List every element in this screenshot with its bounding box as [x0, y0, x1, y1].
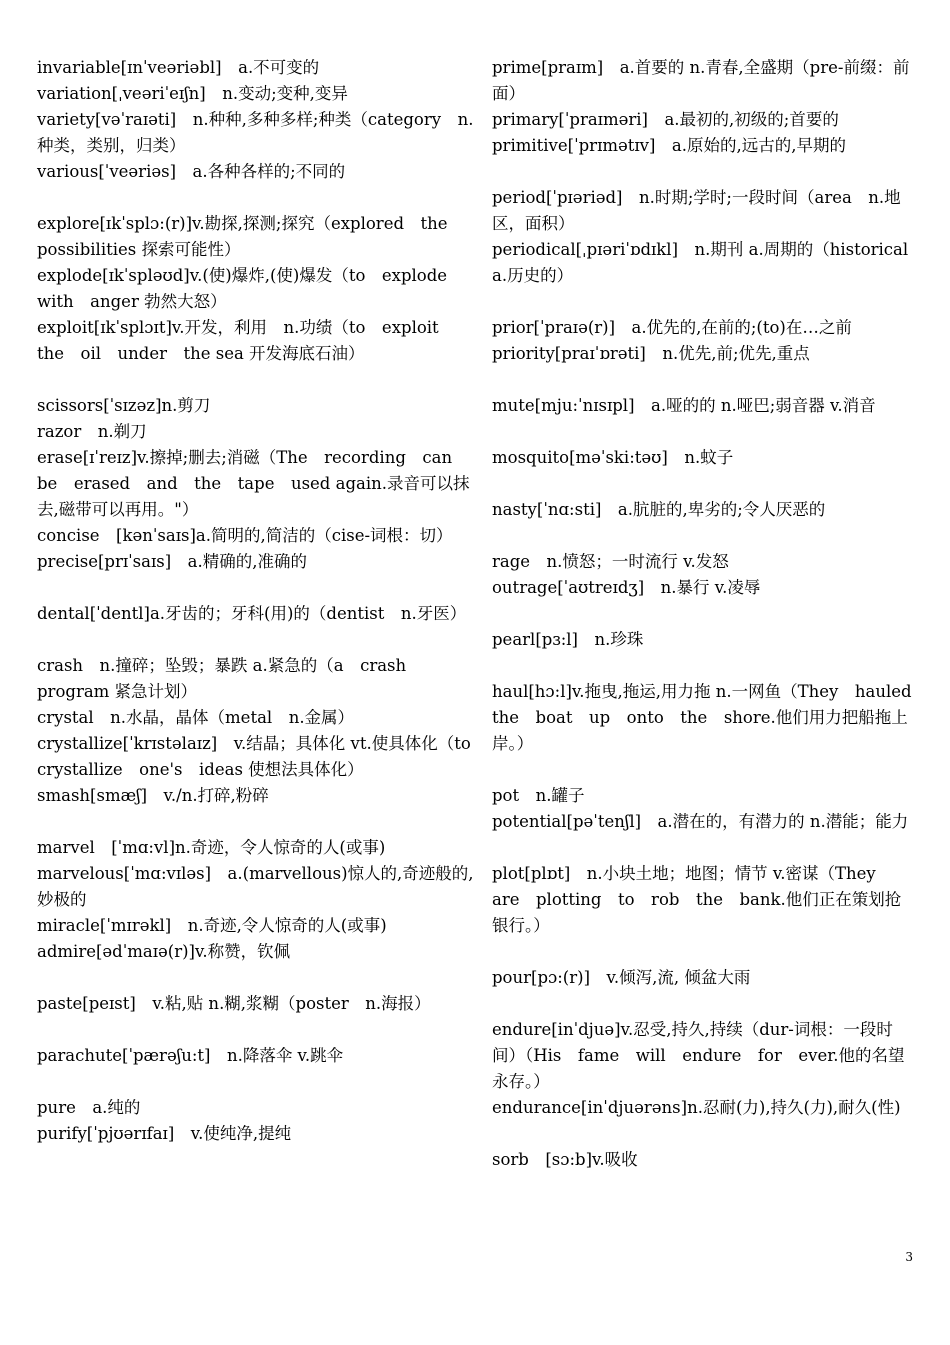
- entry-spacer: [492, 419, 912, 445]
- right-column: [492, 55, 929, 1173]
- vocabulary-entry: endurance[inˈdjuərəns]n.忍耐(力),持久(力),耐久(性): [492, 1098, 901, 1117]
- vocabulary-entry: crystallize[ˈkrɪstəlaɪz] v.结晶；具体化 vt.使具体化（to crystallize one's ideas 使想法具体化）: [37, 734, 488, 779]
- vocabulary-entry: period[ˈpɪəriəd] n.时期;学时;一段时间（area n.地区，面积）: [492, 188, 901, 233]
- vocabulary-entry: exploit[ɪkˈsplɔɪt]v.开发，利用 n.功绩（to exploit the oil under the sea 开发海底石油）: [37, 318, 456, 363]
- entry-spacer: [37, 1017, 477, 1043]
- entry-spacer: [37, 1069, 477, 1095]
- vocabulary-entry: crash n.撞碎；坠毁；暴跌 a.紧急的（a crash program 紧急计划）: [37, 656, 423, 701]
- vocabulary-entry: mute[mju:ˈnɪsɪpl] a.哑的的 n.哑巴;弱音器 v.消音: [492, 396, 876, 415]
- entry-spacer: [492, 653, 912, 679]
- vocabulary-entry: erase[ɪˈreɪz]v.擦掉;删去;消磁（The recording can be erased and the tape used again.录音可以抹去,磁带可以再用。"）: [37, 448, 470, 519]
- entry-spacer: [37, 809, 477, 835]
- entry-spacer: [492, 835, 912, 861]
- entry-spacer: [37, 965, 477, 991]
- vocabulary-entry: variety[vəˈraɪəti] n.种种,多种多样;种类（category n.种类，类别，归类）: [37, 110, 474, 155]
- vocabulary-entry: razor n.剃刀: [37, 422, 147, 441]
- entry-spacer: [492, 523, 912, 549]
- vocabulary-entry: mosquito[məˈski:təʊ] n.蚊子: [492, 448, 734, 467]
- entry-spacer: [492, 471, 912, 497]
- vocabulary-entry: nasty[ˈnɑ:sti] a.肮脏的,卑劣的;令人厌恶的: [492, 500, 826, 519]
- entry-spacer: [37, 575, 477, 601]
- vocabulary-entry: endure[inˈdjuə]v.忍受,持久,持续（dur-词根：一段时间）（His fame will endure for ever.他的名望永存。）: [492, 1020, 905, 1091]
- vocabulary-entry: potential[pəˈtenʃl] a.潜在的，有潜力的 n.潜能；能力: [492, 812, 909, 831]
- vocabulary-entry: concise [kənˈsaɪs]a.简明的,简洁的（cise-词根：切）: [37, 526, 453, 545]
- vocabulary-entry: primary[ˈpraɪməri] a.最初的,初级的;首要的: [492, 110, 839, 129]
- vocabulary-entry: invariable[ɪnˈveəriəbl] a.不可变的: [37, 58, 320, 77]
- entry-spacer: [492, 367, 912, 393]
- vocabulary-entry: scissors[ˈsɪzəz]n.剪刀: [37, 396, 211, 415]
- vocabulary-entry: precise[prɪˈsaɪs] a.精确的,准确的: [37, 552, 307, 571]
- entry-spacer: [492, 601, 912, 627]
- entry-spacer: [492, 289, 912, 315]
- vocabulary-entry: marvel [ˈmɑ:vl]n.奇迹，令人惊奇的人(或事): [37, 838, 386, 857]
- vocabulary-entry: priority[praɪˈɒrəti] n.优先,前;优先,重点: [492, 344, 810, 363]
- vocabulary-entry: pure a.纯的: [37, 1098, 141, 1117]
- vocabulary-entry: various[ˈveəriəs] a.各种各样的;不同的: [37, 162, 346, 181]
- vocabulary-entry: prime[praɪm] a.首要的 n.青春,全盛期（pre-前缀：前面）: [492, 58, 910, 103]
- entry-spacer: [492, 991, 912, 1017]
- vocabulary-entry: paste[peɪst] v.粘,贴 n.糊,浆糊（poster n.海报）: [37, 994, 431, 1013]
- vocabulary-entry: admire[ədˈmaɪə(r)]v.称赞，钦佩: [37, 942, 291, 961]
- entry-spacer: [37, 367, 477, 393]
- vocabulary-entry: periodical[ˌpɪəriˈɒdɪkl] n.期刊 a.周期的（historical a.历史的）: [492, 240, 925, 285]
- vocabulary-entry: crystal n.水晶，晶体（metal n.金属）: [37, 708, 355, 727]
- entry-spacer: [37, 185, 477, 211]
- entry-spacer: [492, 757, 912, 783]
- vocabulary-entry: explore[ɪkˈsplɔ:(r)]v.勘探,探测;探究（explored the possibilities 探索可能性）: [37, 214, 465, 259]
- vocabulary-entry: pearl[pɜ:l] n.珍珠: [492, 630, 644, 649]
- vocabulary-entry: parachute[ˈpærəʃu:t] n.降落伞 v.跳伞: [37, 1046, 344, 1065]
- vocabulary-entry: primitive[ˈprɪmətɪv] a.原始的,远古的,早期的: [492, 136, 846, 155]
- vocabulary-entry: plot[plɒt] n.小块土地；地图；情节 v.密谋（They are plotting to rob the bank.他们正在策划抢银行。）: [492, 864, 902, 935]
- left-column: [37, 55, 488, 1147]
- vocabulary-entry: haul[hɔ:l]v.拖曳,拖运,用力拖 n.一网鱼（They hauled the boat up onto the shore.他们用力把船拖上岸。）: [492, 682, 929, 753]
- vocabulary-entry: outrage[ˈaʊtreɪdʒ] n.暴行 v.凌辱: [492, 578, 761, 597]
- vocabulary-entry: variation[ˌveəriˈeɪʃn] n.变动;变种,变异: [37, 84, 348, 103]
- vocabulary-entry: purify[ˈpjʊərɪfaɪ] v.使纯净,提纯: [37, 1124, 292, 1143]
- vocabulary-entry: smash[smæʃ] v./n.打碎,粉碎: [37, 786, 269, 805]
- entry-spacer: [492, 159, 912, 185]
- vocabulary-entry: marvelous[ˈmɑ:vɪləs] a.(marvellous)惊人的,奇迹般的,妙极的: [37, 864, 474, 909]
- vocabulary-entry: miracle[ˈmɪrəkl] n.奇迹,令人惊奇的人(或事): [37, 916, 387, 935]
- vocabulary-entry: rage n.愤怒；一时流行 v.发怒: [492, 552, 729, 571]
- page-number: 3: [905, 1250, 913, 1264]
- vocabulary-entry: sorb [sɔ:b]v.吸收: [492, 1150, 638, 1169]
- vocabulary-entry: dental[ˈdentl]a.牙齿的；牙科(用)的（dentist n.牙医）: [37, 604, 467, 623]
- vocabulary-entry: explode[ɪkˈspləʊd]v.(使)爆炸,(使)爆发（to explode with anger 勃然大怒）: [37, 266, 464, 311]
- entry-spacer: [492, 1121, 912, 1147]
- vocabulary-entry: pot n.罐子: [492, 786, 585, 805]
- entry-spacer: [492, 939, 912, 965]
- vocabulary-entry: pour[pɔ:(r)] v.倾泻,流, 倾盆大雨: [492, 968, 751, 987]
- vocabulary-entry: prior[ˈpraɪə(r)] a.优先的,在前的;(to)在…之前: [492, 318, 852, 337]
- entry-spacer: [37, 627, 477, 653]
